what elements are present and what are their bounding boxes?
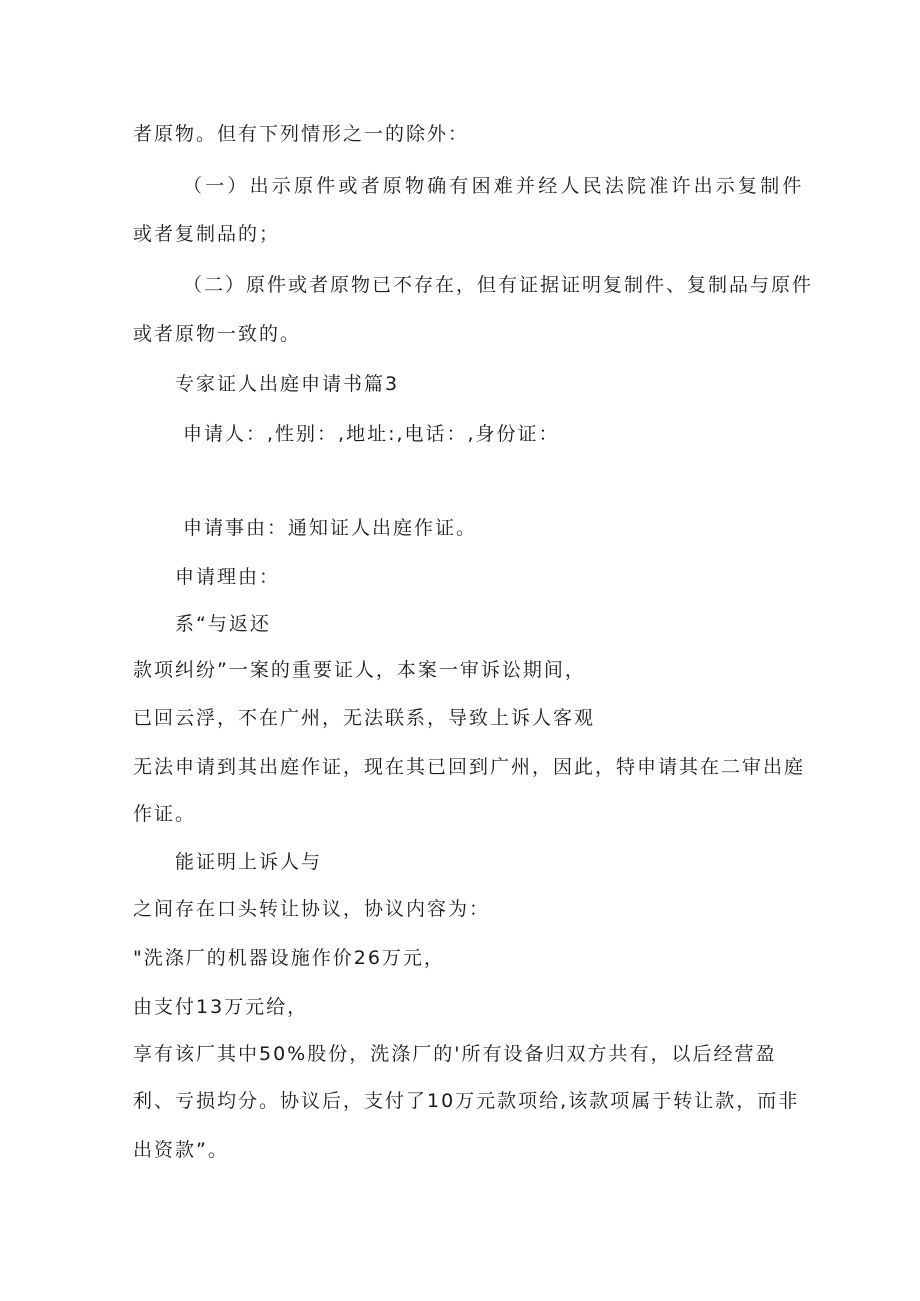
paragraph-line: "洗涤厂的机器设施作价26万元，	[133, 947, 445, 969]
paragraph-line: 已回云浮，不在广州，无法联系，导致上诉人客观	[133, 707, 596, 729]
paragraph-line: 系“与返还	[175, 613, 271, 635]
paragraph-line: 能证明上诉人与	[175, 851, 323, 873]
paragraph-line: 或者原物一致的。	[133, 323, 302, 345]
paragraph-line: 者原物。但有下列情形之一的除外：	[133, 123, 470, 145]
applicant-info-line: 申请人：,性别：,地址:,电话：,身份证：	[183, 423, 560, 445]
paragraph-line: 款项纠纷”一案的重要证人，本案一审诉讼期间，	[133, 659, 586, 681]
paragraph-line: 享有该厂其中50%股份，洗涤厂的'所有设备归双方共有，以后经营盈	[133, 1043, 777, 1065]
paragraph-line: 之间存在口头转让协议，协议内容为：	[133, 898, 491, 920]
paragraph-line: （二）原件或者原物已不存在，但有证据证明复制件、复制品与原件	[183, 274, 814, 296]
paragraph-line: 出资款”。	[133, 1139, 229, 1161]
paragraph-line: 由支付13万元给，	[133, 996, 309, 1018]
paragraph-line: 或者复制品的；	[133, 223, 281, 245]
paragraph-line: 作证。	[133, 803, 197, 825]
paragraph-line: （一）出示原件或者原物确有困难并经人民法院准许出示复制件	[183, 175, 805, 197]
paragraph-line: 无法申请到其出庭作证，现在其已回到广州，因此，特申请其在二审出庭	[133, 756, 806, 778]
paragraph-line: 利、亏损均分。协议后，支付了10万元款项给,该款项属于转让款，而非	[133, 1090, 800, 1112]
paragraph-line: 申请理由：	[175, 566, 281, 588]
paragraph-line: 申请事由：通知证人出庭作证。	[183, 517, 478, 539]
section-heading: 专家证人出庭申请书篇3	[175, 373, 400, 395]
